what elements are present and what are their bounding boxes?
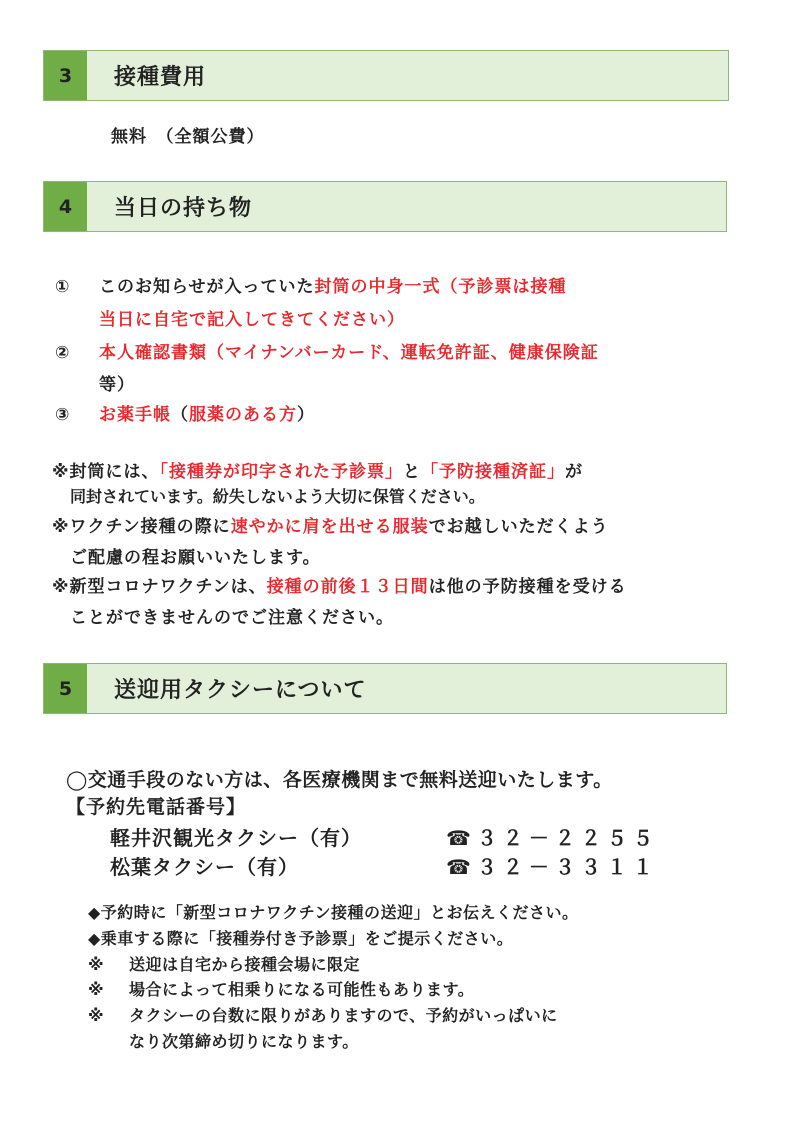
- note-envelope: ※封筒には、「接種券が印字された予診票」と「予防接種済証」が: [52, 462, 584, 482]
- note-vaccine-interval-line2: ことができませんのでご注意ください。: [70, 608, 394, 628]
- taxi-company-row: [110, 822, 362, 851]
- note-envelope-line2: 同封されています。紛失しないよう大切に保管ください。: [70, 487, 485, 506]
- phone-heading: 【予約先電話番号】: [66, 796, 247, 818]
- list-item: ③ お薬手帳（服薬のある方）: [55, 405, 315, 425]
- taxi-company-row: [110, 851, 299, 880]
- section-5-header: [43, 663, 727, 714]
- section-3-title: 接種費用: [114, 65, 207, 90]
- list-item: ① このお知らせが入っていた封筒の中身一式（予診票は接種: [55, 277, 567, 297]
- list-marker: ②: [55, 343, 71, 363]
- note-clothing: ※ワクチン接種の際に速やかに肩を出せる服装でお越しいただくよう: [52, 517, 609, 537]
- list-item: ② 本人確認書類（マイナンバーカード、運転免許証、健康保険証: [55, 343, 599, 363]
- section-4-header: [43, 181, 727, 232]
- section-5-title: 送迎用タクシーについて: [114, 678, 367, 703]
- note-vaccine-interval: ※新型コロナワクチンは、接種の前後１３日間は他の予防接種を受ける: [52, 577, 627, 597]
- section-4-number: 4: [44, 182, 87, 231]
- list-item-continuation: 当日に自宅で記入してきてください）: [99, 310, 405, 330]
- section-3-body: 無料 （全額公費）: [111, 127, 265, 147]
- list-marker: ③: [55, 405, 71, 425]
- taxi-company-name: 軽井沢観光タクシー（有）: [110, 826, 362, 850]
- taxi-company-phone: ☎３２－２２５５: [446, 826, 659, 850]
- taxi-company-name: 松葉タクシー（有）: [110, 855, 299, 879]
- taxi-note: ※ 送迎は自宅から接種会場に限定: [88, 955, 361, 974]
- taxi-intro: ◯交通手段のない方は、各医療機関まで無料送迎いたします。: [66, 769, 613, 791]
- taxi-note: ※ 場合によって相乗りになる可能性もあります。: [88, 980, 475, 999]
- taxi-note-line2: なり次第締め切りになります。: [129, 1032, 359, 1051]
- taxi-company-phone: ☎３２－３３１１: [446, 855, 659, 879]
- note-clothing-line2: ご配慮の程お願いいたします。: [70, 548, 321, 568]
- list-item-continuation: 等）: [99, 375, 135, 395]
- section-3-number: 3: [44, 51, 87, 100]
- list-marker: ①: [55, 277, 71, 297]
- reservation-bullet: ◆予約時に「新型コロナワクチン接種の送迎」とお伝えください。: [88, 903, 579, 922]
- section-5-number: 5: [44, 664, 87, 713]
- taxi-note: ※ タクシーの台数に限りがありますので、予約がいっぱいに: [88, 1006, 558, 1025]
- boarding-bullet: ◆乗車する際に「接種券付き予診票」をご提示ください。: [88, 929, 514, 948]
- section-3-header: [43, 50, 729, 101]
- section-4-title: 当日の持ち物: [114, 196, 253, 221]
